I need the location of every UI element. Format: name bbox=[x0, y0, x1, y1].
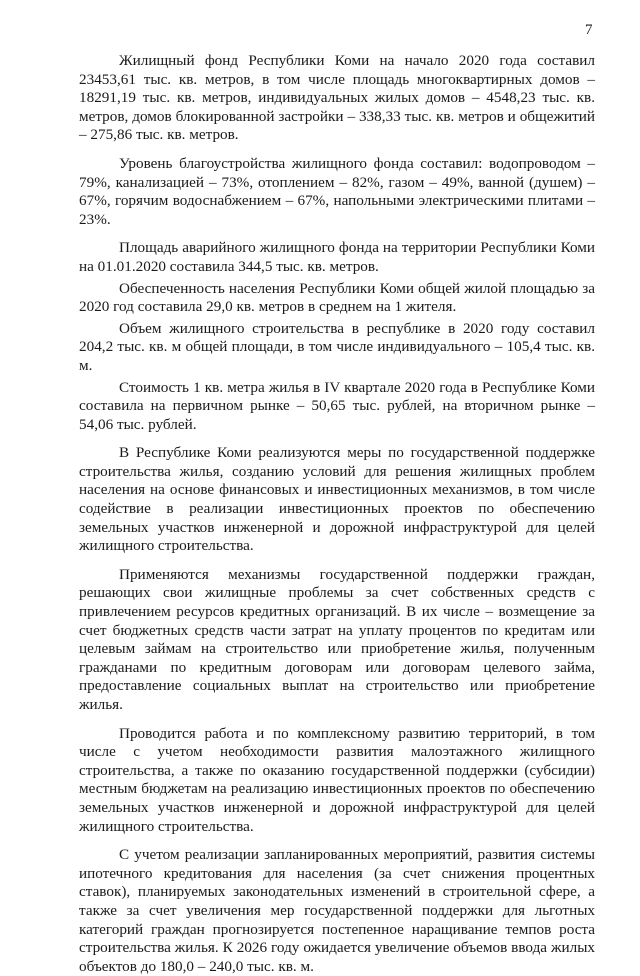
paragraph-living-space-per-capita: Обеспеченность населения Республики Коми общей жилой площадью за 2020 год составила 29,0 кв. метров в среднем на 1 жителя. bbox=[79, 279, 595, 316]
paragraph-amenities-level: Уровень благоустройства жилищного фонда составил: водопроводом – 79%, канализацией – 73%, отоплением – 82%, газом – 49%, ванной (душем) – 67%, горячим водоснабжением – 67%, напольными электрическими плитами – 23%. bbox=[79, 154, 595, 228]
paragraph-forecast: С учетом реализации запланированных мероприятий, развития системы ипотечного кредитования для населения (за счет снижения процентных ставок), планируемых законодательных изменений в строительной сфере, а также за счет увеличения мер государственной поддержки для льготных категорий граждан прогнозируется постепенное наращивание темпов роста строительства жилья. К 2026 году ожидается увеличение объемов ввода жилых объектов до 180,0 – 240,0 тыс. кв. м. bbox=[79, 846, 595, 975]
document-body bbox=[79, 52, 595, 976]
paragraph-construction-volume: Объем жилищного строительства в республике в 2020 году составил 204,2 тыс. кв. м общей площади, в том числе индивидуального – 105,4 тыс. кв. м. bbox=[79, 319, 595, 374]
paragraph-citizen-support-mechanisms: Применяются механизмы государственной поддержки граждан, решающих свои жилищные проблемы за счет собственных средств с привлечением ресурсов кредитных организаций. В их числе – возмещение за счет бюджетных средств части затрат на уплату процентов по кредитам или целевым займам на строительство или приобретение жилья, полученным гражданами по кредитным договорам или договорам целевого займа, предоставление социальных выплат на строительство или приобретение жилья. bbox=[79, 565, 595, 713]
paragraph-integrated-development: Проводится работа и по комплексному развитию территорий, в том числе с учетом необходимости развития малоэтажного жилищного строительства, а также по оказанию государственной поддержки (субсидии) местным бюджетам на реализацию инвестиционных проектов по обеспечению земельных участков инженерной и дорожной инфраструктурой для целей жилищного строительства. bbox=[79, 724, 595, 835]
paragraph-emergency-housing: Площадь аварийного жилищного фонда на территории Республики Коми на 01.01.2020 составила 344,5 тыс. кв. метров. bbox=[79, 239, 595, 275]
paragraph-price-per-sqm: Стоимость 1 кв. метра жилья в IV квартале 2020 года в Республике Коми составила на первичном рынке – 50,65 тыс. рублей, на вторичном рынке – 54,06 тыс. рублей. bbox=[79, 378, 595, 433]
paragraph-state-support-measures: В Республике Коми реализуются меры по государственной поддержке строительства жилья, созданию условий для решения жилищных проблем населения на основе финансовых и инвестиционных механизмов, в том числе содействие в реализации инвестиционных проектов по обеспечению земельных участков инженерной и дорожной инфраструктурой для целей жилищного строительства. bbox=[79, 444, 595, 555]
page-number: 7 bbox=[585, 22, 593, 38]
paragraph-housing-stock: Жилищный фонд Республики Коми на начало 2020 года составил 23453,61 тыс. кв. метров, в том числе площадь многоквартирных домов – 18291,19 тыс. кв. метров, индивидуальных жилых домов – 4548,23 тыс. кв. метров, домов блокированной застройки – 338,33 тыс. кв. метров и общежитий – 275,86 тыс. кв. метров. bbox=[79, 52, 595, 144]
